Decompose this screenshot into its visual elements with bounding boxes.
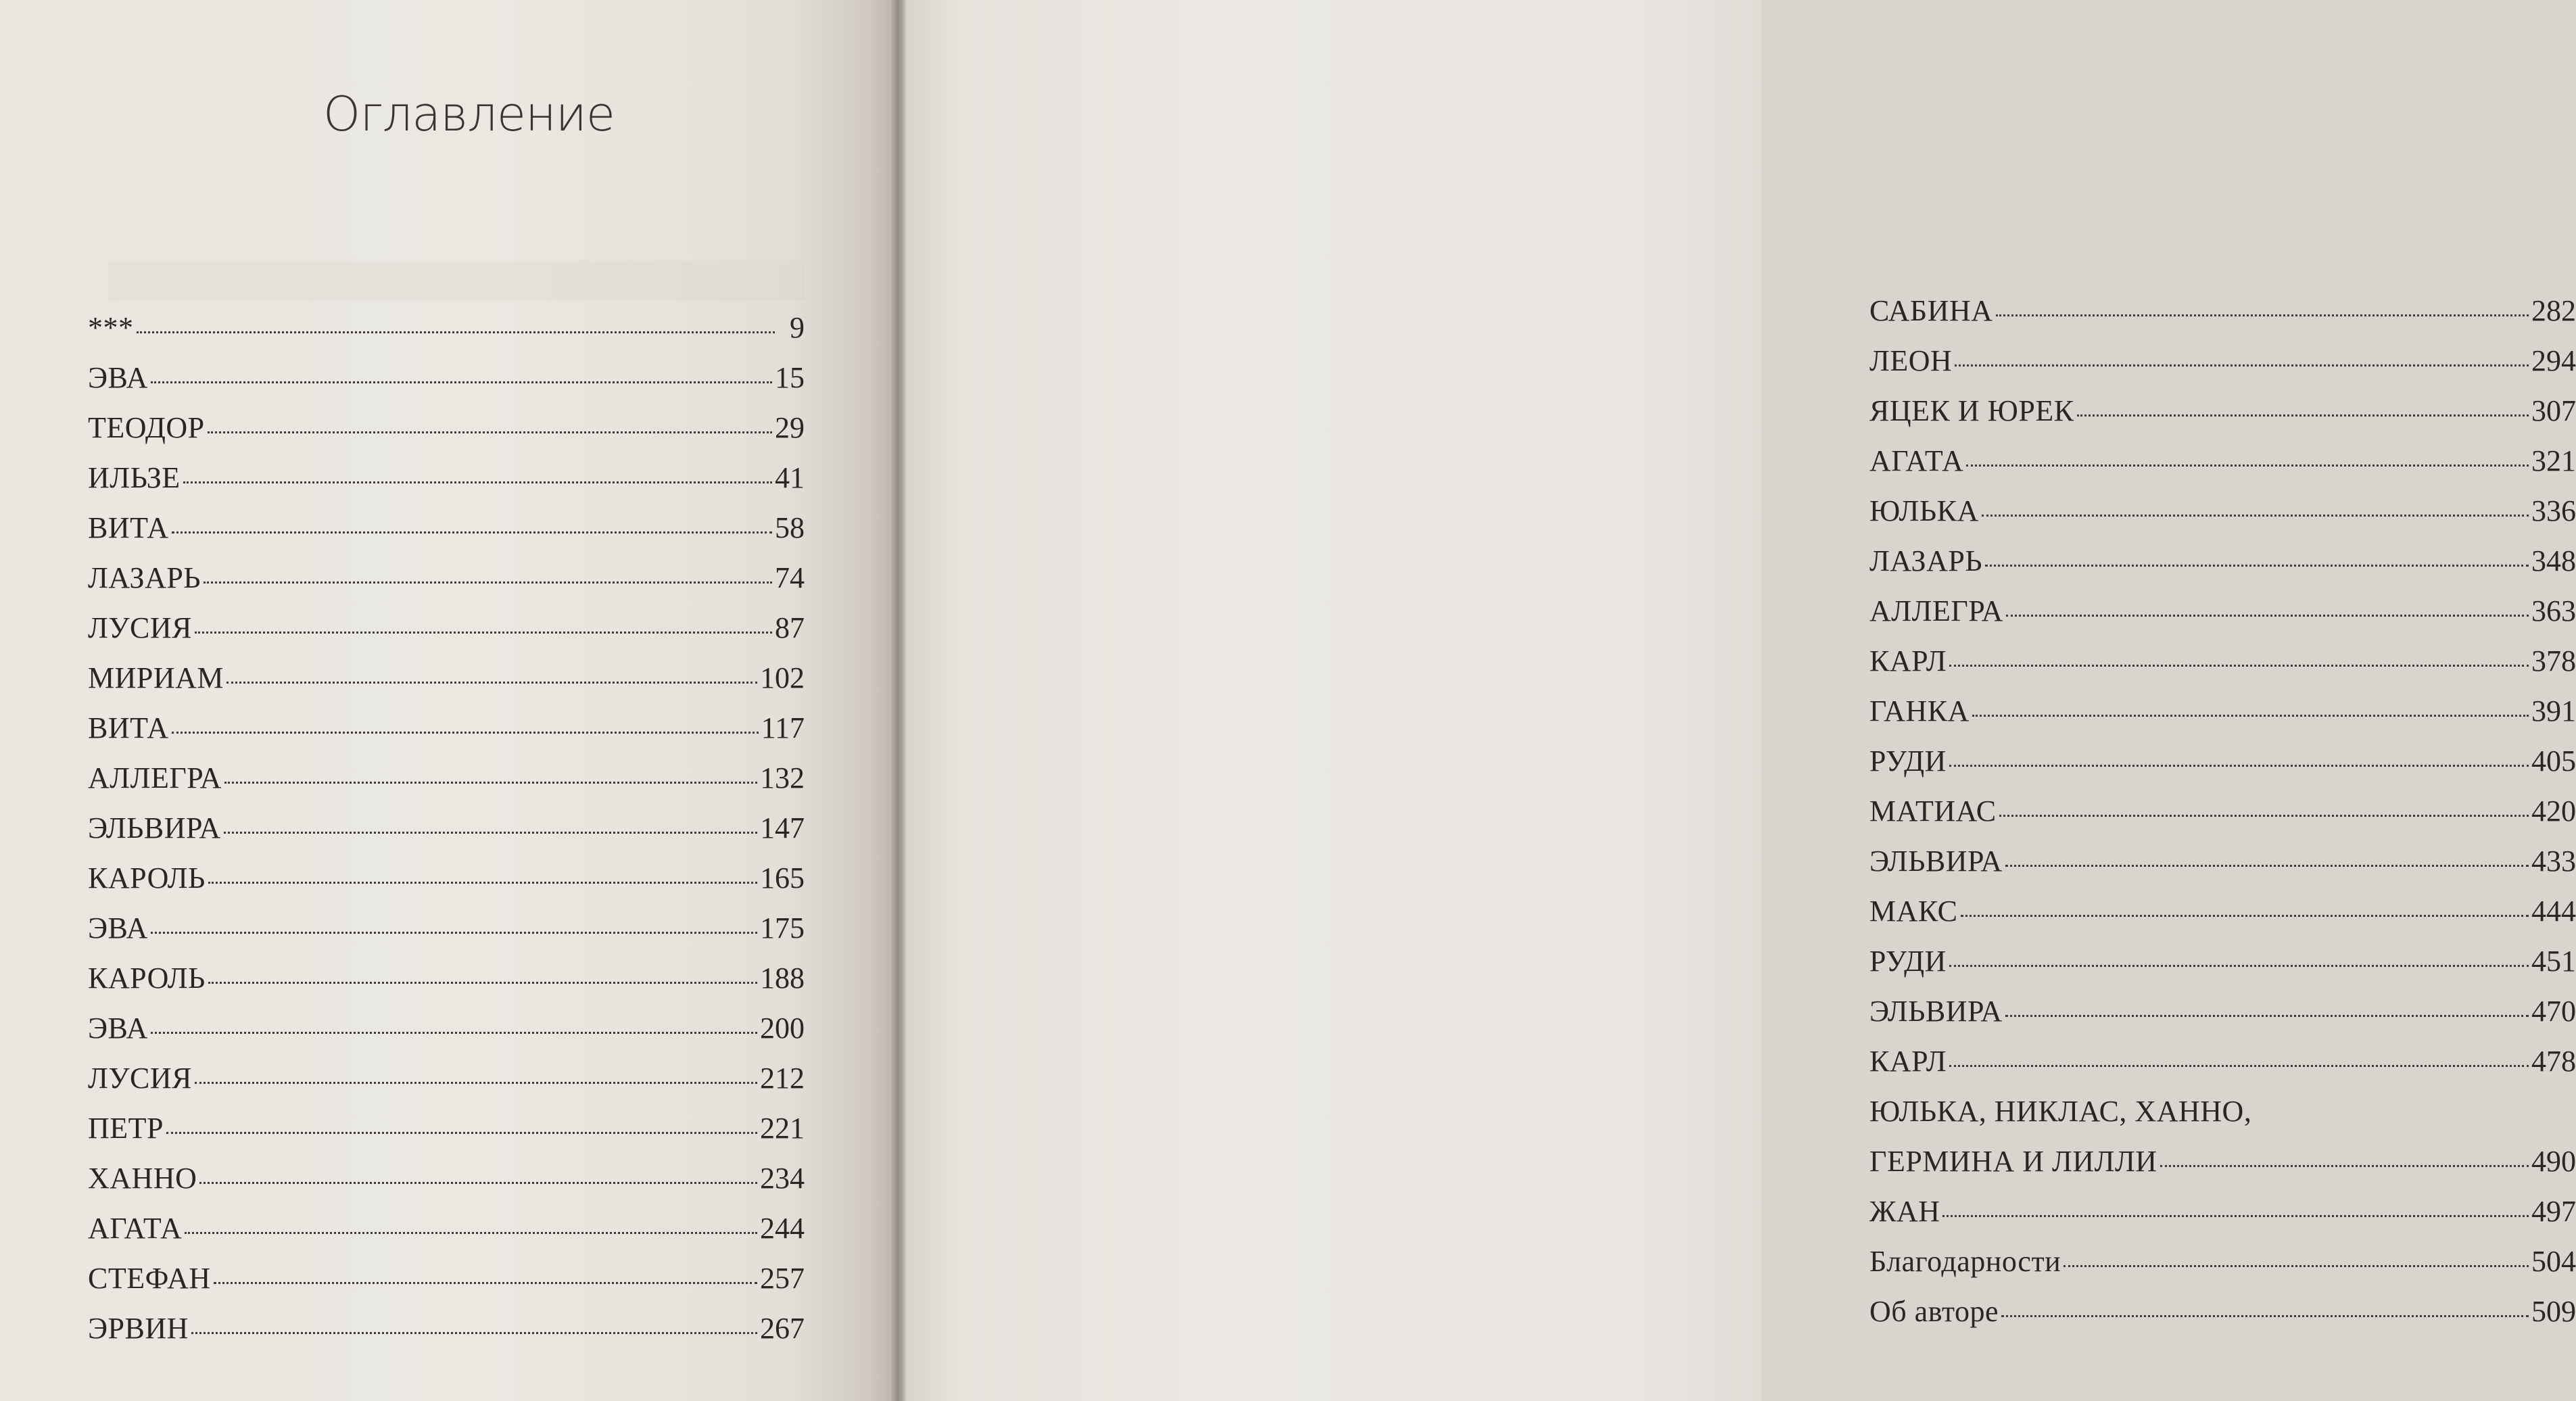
toc-entry-label: ЭЛЬВИРА (88, 811, 221, 845)
toc-entry-page-number: 221 (760, 1112, 805, 1145)
toc-entry (88, 753, 805, 803)
toc-entry (88, 703, 805, 753)
toc-entry-page-number: 504 (2531, 1245, 2576, 1278)
toc-entry-page-number: 267 (760, 1312, 805, 1345)
toc-entry-label: ЭЛЬВИРА (1869, 845, 2003, 878)
dot-leader (1949, 665, 2529, 667)
right-page (906, 0, 2576, 1401)
dot-leader (224, 832, 757, 834)
book-gutter (891, 0, 906, 1401)
dot-leader (151, 932, 757, 934)
toc-entry-page-number: 58 (775, 511, 805, 544)
toc-entry-page-number: 490 (2531, 1145, 2576, 1178)
dot-leader (204, 581, 772, 584)
toc-list-right (1869, 286, 2576, 1337)
toc-entry (1869, 836, 2576, 886)
toc-entry-page-number: 9 (790, 311, 805, 344)
dot-leader (208, 882, 757, 884)
toc-entry (1869, 536, 2576, 586)
dot-leader (1942, 1215, 2529, 1217)
toc-entry (88, 603, 805, 653)
toc-entry (88, 653, 805, 703)
dot-leader (1949, 965, 2529, 967)
toc-entry-page-number: 378 (2531, 644, 2576, 678)
toc-entry (1869, 386, 2576, 436)
dot-leader (1999, 815, 2529, 817)
toc-entry-label: ЛУСИЯ (88, 611, 192, 644)
dot-leader (137, 331, 776, 333)
toc-entry-page-number: 282 (2531, 294, 2576, 327)
toc-entry (88, 453, 805, 503)
toc-entry-page-number: 29 (775, 411, 805, 444)
toc-entry (88, 903, 805, 953)
dot-leader (1966, 465, 2529, 467)
dot-leader (195, 1082, 757, 1084)
toc-entry-label: МИРИАМ (88, 661, 224, 694)
toc-entry-page-number: 294 (2531, 344, 2576, 377)
toc-entry (1869, 636, 2576, 686)
dot-leader (1985, 565, 2529, 567)
toc-entry-label: *** (88, 311, 134, 344)
toc-entry-page-number: 117 (761, 711, 805, 744)
toc-entry-page-number: 433 (2531, 845, 2576, 878)
toc-entry-label: ЭВА (88, 361, 148, 394)
toc-entry (1869, 1037, 2576, 1087)
toc-entry-page-number: 391 (2531, 694, 2576, 728)
toc-entry-page-number: 509 (2531, 1295, 2576, 1328)
dot-leader (208, 982, 757, 984)
toc-entry-label: ЮЛЬКА (1869, 494, 1979, 527)
dot-leader (172, 531, 772, 533)
dot-leader (2064, 1265, 2529, 1267)
toc-entry (1869, 436, 2576, 486)
toc-entry-label: ЭЛЬВИРА (1869, 995, 2003, 1028)
toc-entry-label: ЛУСИЯ (88, 1062, 192, 1095)
toc-entry (1869, 987, 2576, 1037)
toc-list-left (88, 303, 805, 1354)
dot-leader (1961, 915, 2529, 917)
toc-entry (1869, 1187, 2576, 1237)
toc-entry-label: Об авторе (1869, 1295, 1999, 1328)
left-page (0, 0, 896, 1401)
toc-entry-page-number: 41 (775, 461, 805, 494)
toc-entry-label: ИЛЬЗЕ (88, 461, 181, 494)
toc-entry (1869, 936, 2576, 987)
toc-entry (1869, 886, 2576, 936)
toc-entry-page-number: 405 (2531, 744, 2576, 778)
dot-leader (151, 381, 772, 383)
toc-entry-label: МАТИАС (1869, 794, 1997, 828)
toc-entry (1869, 1237, 2576, 1287)
toc-entry (88, 403, 805, 453)
toc-entry (1869, 1087, 2576, 1137)
toc-entry-page-number: 336 (2531, 494, 2576, 527)
toc-entry-page-number: 132 (760, 761, 805, 794)
toc-entry-page-number: 175 (760, 911, 805, 945)
toc-entry-label: ПЕТР (88, 1112, 164, 1145)
toc-entry-label: МАКС (1869, 895, 1958, 928)
toc-entry-page-number: 74 (775, 561, 805, 594)
dot-leader (185, 1232, 757, 1234)
toc-entry-page-number: 188 (760, 961, 805, 995)
toc-entry (1869, 1287, 2576, 1337)
dot-leader (1949, 1065, 2529, 1067)
toc-entry-label: КАРЛ (1869, 1045, 1947, 1078)
toc-entry-page-number: 87 (775, 611, 805, 644)
dot-leader (151, 1032, 757, 1034)
page-title: Оглавление (323, 87, 615, 142)
toc-entry-page-number: 348 (2531, 544, 2576, 577)
toc-entry (1869, 1137, 2576, 1187)
dot-leader (172, 732, 759, 734)
toc-entry-label: ЭВА (88, 911, 148, 945)
toc-entry-page-number: 321 (2531, 444, 2576, 477)
dot-leader (214, 1282, 757, 1284)
dot-leader (195, 632, 772, 634)
toc-entry-page-number: 234 (760, 1162, 805, 1195)
dot-leader (208, 431, 772, 433)
toc-entry-page-number: 444 (2531, 895, 2576, 928)
toc-entry-label: ВИТА (88, 511, 169, 544)
toc-entry-label: РУДИ (1869, 945, 1947, 978)
dot-leader (2006, 615, 2529, 617)
toc-entry-label: КАРОЛЬ (88, 861, 206, 895)
toc-entry (1869, 336, 2576, 386)
toc-entry-label: АЛЛЕГРА (1869, 594, 2003, 627)
toc-entry (88, 553, 805, 603)
dot-leader (2005, 1015, 2529, 1017)
toc-entry-page-number: 470 (2531, 995, 2576, 1028)
toc-entry-page-number: 200 (760, 1012, 805, 1045)
toc-entry (1869, 686, 2576, 736)
toc-entry (88, 1204, 805, 1254)
toc-entry-page-number: 102 (760, 661, 805, 694)
toc-entry-page-number: 451 (2531, 945, 2576, 978)
toc-entry (88, 1103, 805, 1154)
dot-leader (183, 481, 772, 483)
toc-entry-label: АГАТА (1869, 444, 1964, 477)
toc-entry-page-number: 147 (760, 811, 805, 845)
toc-entry-page-number: 307 (2531, 394, 2576, 427)
dot-leader (1982, 515, 2529, 517)
toc-entry-label: АЛЛЕГРА (88, 761, 222, 794)
toc-entry (1869, 736, 2576, 786)
toc-entry-page-number: 478 (2531, 1045, 2576, 1078)
toc-entry-label: СТЕФАН (88, 1262, 211, 1295)
toc-entry-label: САБИНА (1869, 294, 1993, 327)
dot-leader (199, 1182, 757, 1184)
toc-entry-label: АГАТА (88, 1212, 183, 1245)
toc-entry (88, 803, 805, 853)
toc-entry-label: ЭРВИН (88, 1312, 189, 1345)
dot-leader (2077, 414, 2529, 417)
toc-entry-page-number: 244 (760, 1212, 805, 1245)
toc-entry-label: ЛЕОН (1869, 344, 1953, 377)
toc-entry (88, 503, 805, 553)
toc-entry-label: ЛАЗАРЬ (88, 561, 201, 594)
toc-entry-label: ЯЦЕК И ЮРЕК (1869, 394, 2074, 427)
toc-entry-page-number: 497 (2531, 1195, 2576, 1228)
toc-entry (88, 1053, 805, 1103)
toc-entry (1869, 486, 2576, 536)
toc-entry (88, 303, 805, 353)
toc-entry-label: ЮЛЬКА, НИКЛАС, ХАННО, (1869, 1095, 2252, 1128)
dot-leader (166, 1132, 757, 1134)
toc-entry (88, 1254, 805, 1304)
toc-entry (1869, 586, 2576, 636)
toc-entry (88, 1154, 805, 1204)
toc-entry-label: КАРЛ (1869, 644, 1947, 678)
toc-entry-label: Благодарности (1869, 1245, 2061, 1278)
dot-leader (224, 782, 757, 784)
toc-entry-label: ЛАЗАРЬ (1869, 544, 1983, 577)
toc-entry-label: ВИТА (88, 711, 169, 744)
dot-leader (1955, 364, 2529, 366)
toc-entry-page-number: 212 (760, 1062, 805, 1095)
toc-entry-label: ТЕОДОР (88, 411, 205, 444)
toc-entry (88, 853, 805, 903)
toc-entry (88, 1003, 805, 1053)
toc-entry-label: ГАНКА (1869, 694, 1970, 728)
dot-leader (2160, 1165, 2529, 1167)
dot-leader (1949, 765, 2529, 767)
dot-leader (2005, 865, 2529, 867)
toc-entry (88, 1304, 805, 1354)
toc-entry-label: КАРОЛЬ (88, 961, 206, 995)
dot-leader (1972, 715, 2529, 717)
toc-entry-label: ЖАН (1869, 1195, 1940, 1228)
dot-leader (191, 1332, 757, 1334)
toc-entry-page-number: 420 (2531, 794, 2576, 828)
toc-entry (88, 353, 805, 403)
dot-leader (1996, 314, 2529, 316)
toc-entry (1869, 786, 2576, 836)
toc-entry-label: ГЕРМИНА И ЛИЛЛИ (1869, 1145, 2157, 1178)
dot-leader (2001, 1315, 2529, 1317)
dot-leader (226, 682, 757, 684)
toc-entry-label: РУДИ (1869, 744, 1947, 778)
toc-entry (88, 953, 805, 1003)
toc-entry-page-number: 165 (760, 861, 805, 895)
toc-entry (1869, 286, 2576, 336)
toc-entry-page-number: 257 (760, 1262, 805, 1295)
toc-entry-page-number: 15 (775, 361, 805, 394)
page-shading (108, 260, 805, 301)
toc-entry-label: ХАННО (88, 1162, 197, 1195)
toc-entry-page-number: 363 (2531, 594, 2576, 627)
toc-entry-label: ЭВА (88, 1012, 148, 1045)
